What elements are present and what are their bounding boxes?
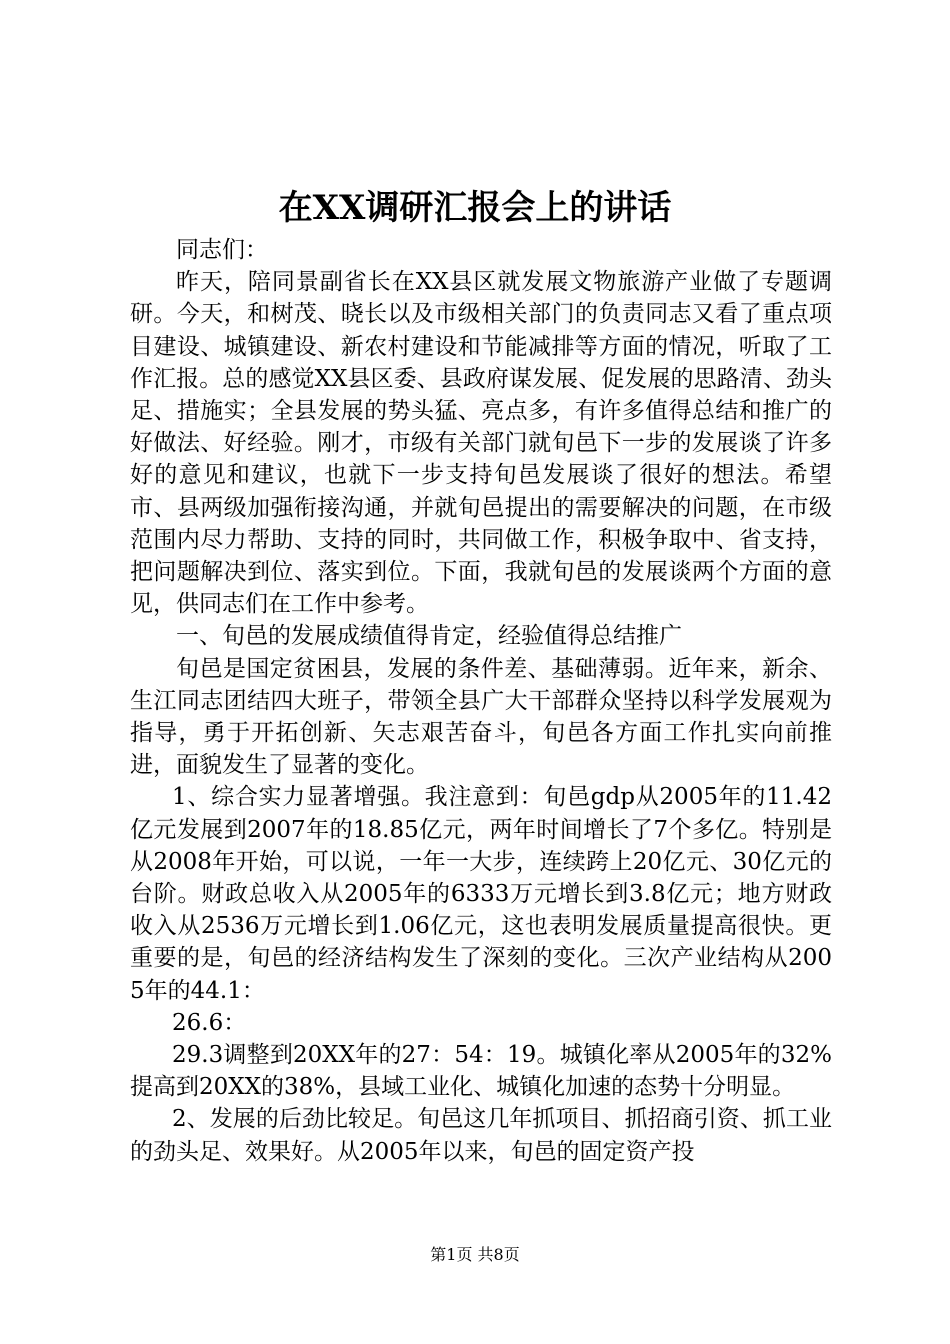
salutation: 同志们：	[176, 237, 268, 263]
paragraph-point-1: 1、综合实力显著增强。我注意到：旬邑gdp从2005年的11.42亿元发展到2007年的18.85亿元，两年时间增长了7个多亿。特别是从2008年开始，可以说，一年一大步，连续跨上20亿元、30亿元的台阶。财政总收入从2005年的6333万元增长到3.8亿元；地方财政收入从2536万元增长到1.06亿元，这也表明发展质量提高很快。更重要的是，旬邑的经济结构发生了深刻的变化。三次产业结构从2005年的44.1：	[130, 784, 832, 1004]
paragraph-point-2: 2、发展的后劲比较足。旬邑这几年抓项目、抓招商引资、抓工业的劲头足、效果好。从2005年以来，旬邑的固定资产投	[130, 1106, 832, 1165]
paragraph-intro: 昨天，陪同景副省长在XX县区就发展文物旅游产业做了专题调研。今天，和树茂、晓长以及市级相关部门的负责同志又看了重点项目建设、城镇建设、新农村建设和节能减排等方面的情况，听取了工作汇报。总的感觉XX县区委、县政府谋发展、促发展的思路清、劲头足、措施实；全县发展的势头猛、亮点多，有许多值得总结和推广的好做法、好经验。刚才，市级有关部门就旬邑下一步的发展谈了许多好的意见和建议，也就下一步支持旬邑发展谈了很好的想法。希望市、县两级加强衔接沟通，并就旬邑提出的需要解决的问题，在市级范围内尽力帮助、支持的同时，共同做工作，积极争取中、省支持，把问题解决到位、落实到位。下面，我就旬邑的发展谈两个方面的意见，供同志们在工作中参考。	[130, 269, 832, 618]
paragraph-ratio-continuation: 29.3调整到20XX年的27：54：19。城镇化率从2005年的32%提高到20XX的38%，县域工业化、城镇化加速的态势十分明显。	[130, 1042, 832, 1101]
paragraph-background: 旬邑是国定贫困县，发展的条件差、基础薄弱。近年来，新余、生江同志团结四大班子，带领全县广大干部群众坚持以科学发展观为指导，勇于开拓创新、矢志艰苦奋斗，旬邑各方面工作扎实向前推进，面貌发生了显著的变化。	[130, 655, 832, 779]
document-body	[130, 234, 832, 1168]
section-heading: 一、旬邑的发展成绩值得肯定，经验值得总结推广	[176, 623, 682, 650]
page-footer: 第1页 共8页	[430, 1245, 520, 1264]
document-title: 在XX调研汇报会上的讲话	[278, 188, 672, 228]
paragraph-ratio-fragment: 26.6：	[172, 1009, 247, 1036]
